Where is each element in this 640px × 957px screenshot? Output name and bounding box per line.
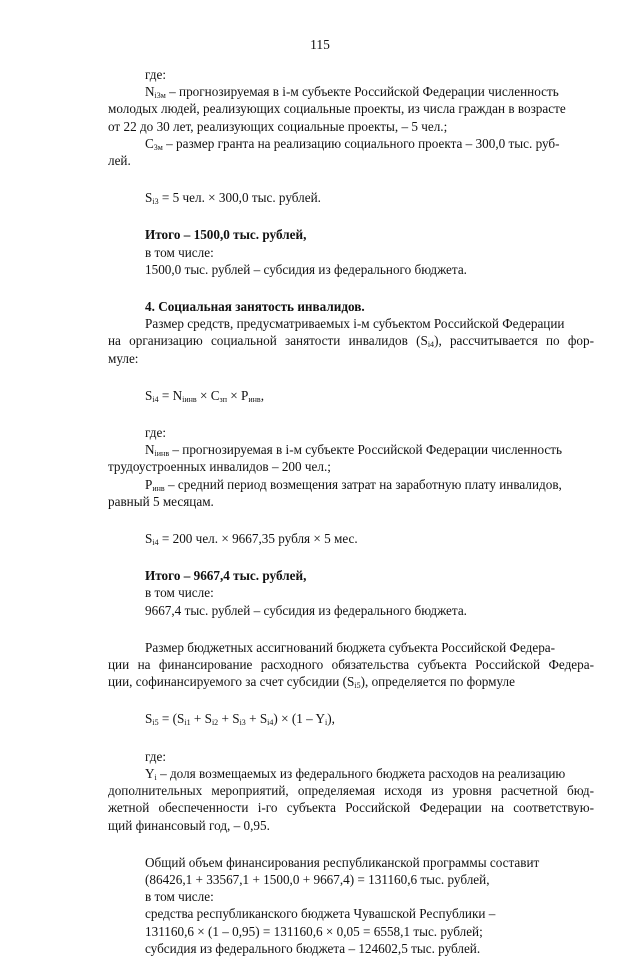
calculation-si3: $S_{i3} = 5$ чел. × 300,0 тыс. рублей.: [145, 190, 321, 207]
total-line: Итого – 1500,0 тыс. рублей,: [145, 227, 307, 243]
section-heading: 4. Социальная занятость инвалидов.: [145, 299, 365, 315]
document-body: [108, 66, 594, 957]
p-definition-line: $P_{инв}$ – средний период возмещения затрат на заработную плату инвалидов,: [145, 476, 562, 493]
republican-budget-calc: 131160,6 × (1 – 0,95) = 131160,6 × 0,05 = 6558,1 тыс. рублей;: [145, 923, 483, 939]
calculation-si4: $S_{i4} = 200$ чел. × 9667,35 рубля × 5 мес.: [145, 531, 358, 548]
formula-si5: $S_{i5} = (S_{i1} + S_{i2} + S_{i3} + S_{i4}) \times (1 - Y_i)$,: [145, 711, 335, 728]
y-definition-cont: жетной обеспеченности i-го субъекта Российской Федерации на соответствую-: [108, 800, 594, 816]
y-definition-line: $Y_i$ – доля возмещаемых из федерального бюджета расходов на реализацию: [145, 765, 566, 782]
c-definition-line: $С_{3м}$ – размер гранта на реализацию социального проекта – 300,0 тыс. руб-: [145, 135, 560, 152]
n-definition-cont: от 22 до 30 лет, реализующих социальные проекты, – 5 чел.;: [108, 118, 448, 134]
where-label: где:: [145, 748, 166, 764]
including-label: в том числе:: [145, 244, 214, 260]
subsidy-line: 1500,0 тыс. рублей – субсидия из федерального бюджета.: [145, 261, 467, 277]
n-definition-line: $N_{i3м}$ – прогнозируемая в i-м субъекте Российской Федерации численность: [145, 84, 559, 101]
paragraph-line: ции, софинансируемого за счет субсидии $(S_{i5})$, определяется по формуле: [108, 674, 515, 691]
subsidy-line: 9667,4 тыс. рублей – субсидия из федерального бюджета.: [145, 602, 467, 618]
paragraph-line: Размер бюджетных ассигнований бюджета субъекта Российской Федера-: [145, 639, 556, 655]
where-label: где:: [145, 425, 166, 441]
total-financing-sum: (86426,1 + 33567,1 + 1500,0 + 9667,4) = 131160,6 тыс. рублей,: [145, 871, 490, 887]
including-label: в том числе:: [145, 585, 214, 601]
n-definition-cont: трудоустроенных инвалидов – 200 чел.;: [108, 459, 331, 475]
paragraph-line: муле:: [108, 350, 139, 366]
including-label: в том числе:: [145, 889, 214, 905]
n-definition-cont: молодых людей, реализующих социальные проекты, из числа граждан в возрасте: [108, 101, 566, 117]
total-line: Итого – 9667,4 тыс. рублей,: [145, 568, 307, 584]
c-definition-cont: лей.: [108, 153, 131, 169]
page-number: 115: [310, 37, 330, 52]
paragraph-line: ции на финансирование расходного обязательства субъекта Российской Федера-: [108, 657, 594, 673]
federal-subsidy-line: субсидия из федерального бюджета – 124602,5 тыс. рублей.: [145, 940, 481, 956]
total-financing-line: Общий объем финансирования республиканской программы составит: [145, 854, 540, 870]
n-definition-line: $N_{iинв}$ – прогнозируемая в i-м субъекте Российской Федерации численность: [145, 442, 563, 459]
y-definition-cont: щий финансовый год, – 0,95.: [108, 817, 270, 833]
p-definition-cont: равный 5 месяцам.: [108, 493, 214, 509]
where-label: где:: [145, 67, 166, 82]
y-definition-cont: дополнительных мероприятий, определяемая исходя из уровня расчетной бюд-: [108, 783, 594, 799]
paragraph-line: Размер средств, предусматриваемых i-м субъектом Российской Федерации: [145, 316, 565, 332]
republican-budget-line: средства республиканского бюджета Чувашской Республики –: [145, 906, 496, 922]
paragraph-line: на организацию социальной занятости инвалидов $(S_{i4})$, рассчитывается по фор-: [108, 333, 594, 350]
formula-si4: $S_{i4} = N_{iинв} \times С_{зп} \times P_{инв}$,: [145, 387, 264, 404]
